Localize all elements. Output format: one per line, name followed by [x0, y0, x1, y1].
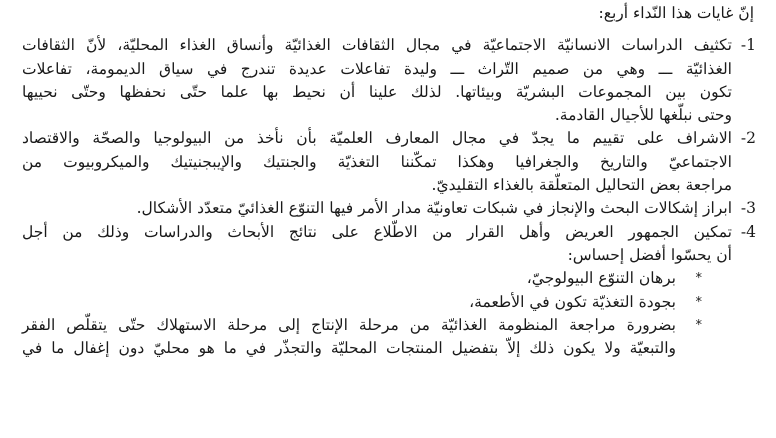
item-number: 1-: [740, 36, 756, 55]
asterisk-bullet-icon: *: [695, 294, 702, 310]
item-number: 3-: [740, 199, 756, 218]
text-line: تمكين الجمهور العريض وأهل القرار من الاطّلاع على نتائج الأبحاث والدراسات وذلك من أجل: [22, 222, 732, 241]
text-line: الاجتماعيّ والتاريخ والجغرافيا وهكذا تمكّننا التغذيّة والجنتيك والإيبجنيتيك والميكروبيوت من: [22, 152, 732, 171]
bullet-text: [22, 267, 676, 290]
text-line: بجودة التغذيّة تكون في الأطعمة،: [469, 292, 676, 311]
text-line: تكثيف الدراسات الانسانيّة الاجتماعيّة في مجال الثقافات الغذائيّة وأنساق الغذاء المحليّة، لأنّ الثقافات: [22, 36, 732, 55]
text-line: مراجعة بعض التحاليل المتعلّقة بالغذاء التقليديّ.: [431, 176, 732, 195]
text-line: والتبعيّة ولا يكون ذلك إلاّ بتفضيل المنتجات المحليّة والتجذّر في ما هو محليّ دون إغفال ما في: [22, 339, 676, 358]
bullet-item-1: [22, 267, 732, 290]
item-body: [22, 197, 732, 220]
bullet-text: [22, 314, 676, 361]
asterisk-bullet-icon: *: [695, 317, 702, 333]
list-item-3: [22, 197, 756, 220]
item-number: 2-: [740, 129, 756, 148]
text-line: بضرورة مراجعة المنظومة الغذائيّة من مرحلة الإنتاج إلى مرحلة الاستهلاك حتّى يتقلّص الفقر: [22, 315, 676, 334]
bullet-item-3: [22, 314, 732, 361]
text-line: الاشراف على تقييم ما يجدّ في مجال المعارف العلميّة بأن نأخذ من البيولوجيا والصحّة والاقتصاد: [22, 129, 732, 148]
bullet-text: [22, 291, 676, 314]
text-line: أن يحسّوا أفضل إحساس:: [567, 245, 732, 264]
bullet-item-2: [22, 291, 732, 314]
item-body: [22, 221, 732, 361]
text-line: الغذائيّة ـــ وهي من صميم التّراث ـــ وليدة تفاعلات عديدة تندرج في سياق الديمومة، تفاعلات: [22, 59, 732, 78]
list-item-4: [22, 221, 756, 361]
item-body: [22, 127, 732, 197]
text-line: ابراز إشكالات البحث والإنجاز في شبكات تعاونيّة مدار الأمر فيها التنوّع الغذائيّ متعدّد الأشكال.: [136, 199, 732, 218]
list-item-2: [22, 127, 756, 197]
text-line: برهان التنوّع البيولوجيّ،: [526, 269, 676, 288]
item-body: [22, 34, 732, 127]
item-number: 4-: [740, 222, 756, 241]
list-item-1: [22, 34, 756, 127]
bullet-list: [22, 267, 732, 360]
asterisk-bullet-icon: *: [695, 271, 702, 287]
intro-heading: إنّ غايات هذا النّداء أربع:: [598, 4, 754, 22]
text-line: وحتى نبلّغها للأجيال القادمة.: [554, 106, 732, 125]
text-line: تكون بين المجموعات البشريّة وبيئاتها. لذلك علينا أن نحيط بها علما حتّى نحفظها وحتّى نحييها: [22, 82, 732, 101]
